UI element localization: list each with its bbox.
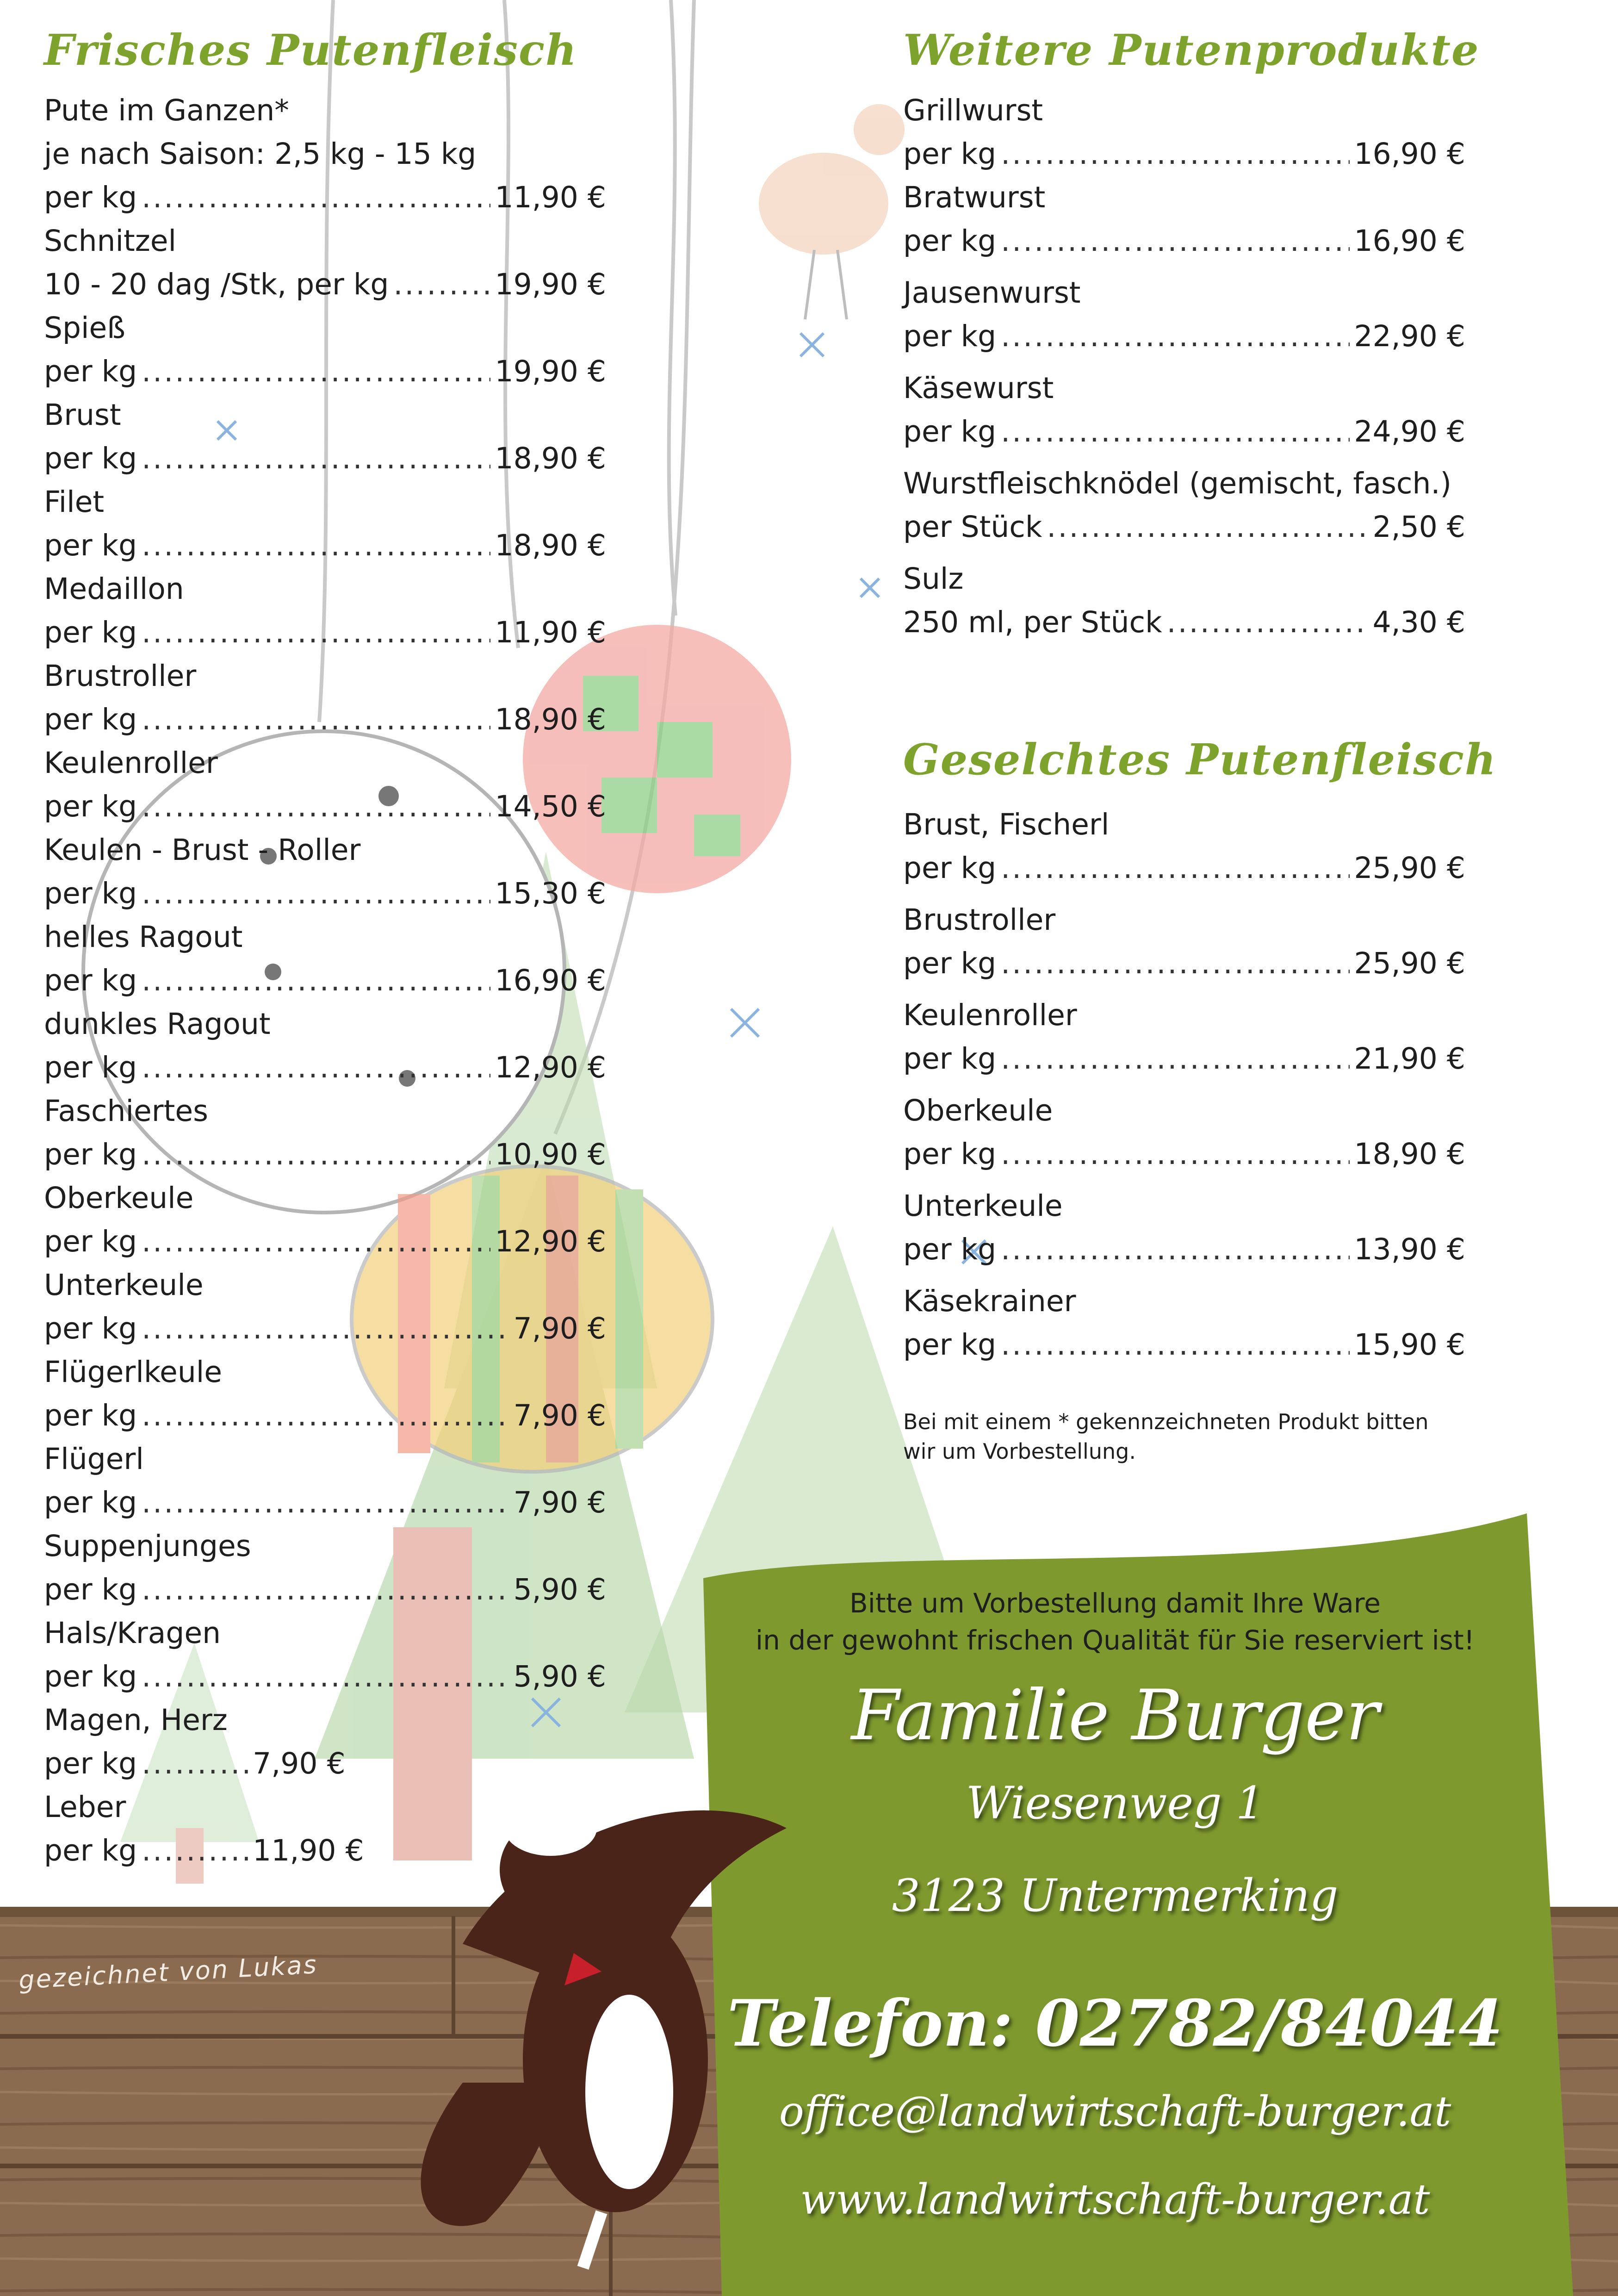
product-name: Brust, Fischerl: [903, 808, 1110, 841]
product-name: Sulz: [903, 562, 964, 596]
illustration-credit: gezeichnet von Lukas: [18, 1950, 319, 1995]
price-value: 15,30 €: [495, 877, 606, 910]
price-value: 7,90 €: [513, 1486, 606, 1519]
price-value: 25,90 €: [1354, 946, 1465, 980]
unit-label: per kg: [44, 877, 137, 910]
product-name: Schnitzel: [44, 224, 177, 258]
price-line: [44, 698, 606, 741]
price-line: [44, 785, 606, 828]
price-line: [44, 263, 606, 306]
unit-label: per kg: [44, 964, 137, 997]
dot-leader: [142, 698, 490, 741]
product-name: Hals/Kragen: [44, 1616, 221, 1650]
price-value: 10,90 €: [495, 1138, 606, 1171]
price-list-item: [903, 89, 1465, 176]
price-list-item: [44, 393, 606, 480]
unit-label: per kg: [44, 1573, 137, 1606]
price-value: 18,90 €: [1354, 1137, 1465, 1171]
unit-label: per kg: [44, 355, 137, 388]
price-list-item: [903, 994, 1465, 1081]
price-list-item: [44, 828, 606, 915]
price-line: [903, 219, 1465, 263]
section-heading: Frisches Putenfleisch: [44, 25, 577, 75]
unit-label: per kg: [44, 1747, 137, 1780]
dot-leader: [1001, 1228, 1349, 1271]
unit-label: 10 - 20 dag /Stk, per kg: [44, 268, 389, 301]
section-heading: Weitere Putenprodukte: [903, 25, 1480, 75]
unit-label: per kg: [903, 319, 997, 353]
other-turkey-products-section: [903, 25, 1480, 644]
bird-sketch-icon: [759, 104, 905, 319]
price-line: [903, 1228, 1465, 1271]
preorder-note-line: wir um Vorbestellung.: [903, 1439, 1136, 1464]
unit-label: per kg: [44, 790, 137, 823]
price-value: 11,90 €: [253, 1834, 364, 1867]
product-name: Unterkeule: [903, 1189, 1063, 1223]
product-name: Keulenroller: [44, 746, 218, 780]
price-value: 21,90 €: [1354, 1042, 1465, 1076]
unit-label: per kg: [44, 1486, 137, 1519]
price-value: 22,90 €: [1354, 319, 1465, 353]
price-value: 5,90 €: [513, 1573, 606, 1606]
website-link[interactable]: www.landwirtschaft-burger.at: [800, 2175, 1430, 2224]
price-list-item: [44, 915, 606, 1002]
fresh-turkey-section: [44, 25, 606, 1873]
price-list-item: [903, 462, 1465, 549]
price-list-item: [903, 367, 1465, 454]
dot-leader: [142, 1655, 508, 1699]
price-value: 16,90 €: [1354, 224, 1465, 258]
price-value: 12,90 €: [495, 1225, 606, 1258]
banner-preorder-line: Bitte um Vorbestellung damit Ihre Ware: [849, 1587, 1381, 1619]
unit-label: per kg: [44, 1225, 137, 1258]
price-list-item: [903, 1280, 1465, 1367]
unit-label: per kg: [44, 1051, 137, 1084]
price-list-item: [44, 567, 606, 654]
dot-leader: [1047, 505, 1368, 549]
price-value: 24,90 €: [1354, 415, 1465, 448]
product-name: Käsekrainer: [903, 1284, 1076, 1318]
price-value: 11,90 €: [495, 180, 606, 214]
price-line: [44, 350, 606, 393]
product-name: Flügerlkeule: [44, 1355, 223, 1389]
dot-leader: [1001, 410, 1349, 454]
phone-number[interactable]: Telefon: 02782/84044: [727, 1985, 1503, 2061]
dot-leader: [393, 263, 490, 306]
price-value: 7,90 €: [513, 1399, 606, 1432]
dot-leader: [142, 524, 490, 567]
price-value: 16,90 €: [495, 964, 606, 997]
price-line: [44, 1568, 606, 1612]
dot-leader: [1001, 1323, 1349, 1367]
price-value: 12,90 €: [495, 1051, 606, 1084]
price-line: [44, 1046, 606, 1089]
product-name: Brustroller: [903, 903, 1056, 937]
product-name: helles Ragout: [44, 920, 243, 954]
price-value: 18,90 €: [495, 529, 606, 562]
product-name: Grillwurst: [903, 93, 1043, 127]
unit-label: per kg: [903, 851, 997, 885]
price-line: [903, 315, 1465, 358]
dot-leader: [142, 785, 490, 828]
product-name: Magen, Herz: [44, 1703, 228, 1737]
price-list-item: [903, 557, 1465, 644]
price-list-item: [903, 271, 1465, 358]
price-list-item: [903, 1184, 1465, 1271]
unit-label: 250 ml, per Stück: [903, 605, 1162, 639]
price-list-item: [903, 898, 1465, 985]
dot-leader: [1001, 942, 1349, 985]
product-detail: je nach Saison: 2,5 kg - 15 kg: [44, 137, 477, 171]
unit-label: per kg: [44, 442, 137, 475]
product-name: Wurstfleischknödel (gemischt, fasch.): [903, 467, 1452, 500]
unit-label: per kg: [44, 180, 137, 214]
price-list-item: [903, 1089, 1465, 1176]
price-line: [44, 1742, 606, 1786]
price-value: 15,90 €: [1354, 1328, 1465, 1362]
unit-label: per kg: [44, 529, 137, 562]
price-line: [903, 1323, 1465, 1367]
product-name: Unterkeule: [44, 1268, 204, 1302]
price-value: 16,90 €: [1354, 137, 1465, 171]
street-address: Wiesenweg 1: [966, 1777, 1265, 1829]
product-name: Spieß: [44, 311, 125, 345]
dot-leader: [1001, 315, 1349, 358]
price-list-item: [44, 1263, 606, 1350]
dot-leader: [142, 611, 490, 654]
unit-label: per kg: [44, 1138, 137, 1171]
product-name: Faschiertes: [44, 1094, 208, 1128]
price-list-item: [44, 741, 606, 828]
price-list-item: [44, 1437, 606, 1524]
product-name: Käsewurst: [903, 371, 1054, 405]
price-list-item: [44, 1612, 606, 1699]
unit-label: per kg: [44, 1660, 137, 1693]
price-list-item: [44, 219, 606, 306]
dot-leader: [142, 959, 490, 1002]
price-line: [44, 611, 606, 654]
unit-label: per kg: [903, 1137, 997, 1171]
dot-leader: [1001, 132, 1349, 176]
price-list-item: [903, 176, 1465, 263]
unit-label: per kg: [44, 1834, 137, 1867]
price-list-item: [44, 1699, 606, 1786]
price-value: 7,90 €: [253, 1747, 346, 1780]
price-value: 14,50 €: [495, 790, 606, 823]
price-line: [44, 1307, 606, 1350]
price-value: 18,90 €: [495, 442, 606, 475]
price-list-item: [903, 803, 1465, 890]
product-name: Keulen - Brust - Roller: [44, 833, 361, 867]
dot-leader: [142, 437, 490, 480]
price-line: [44, 872, 606, 915]
section-heading: Geselchtes Putenfleisch: [903, 734, 1497, 784]
price-list-item: [44, 1786, 606, 1873]
price-value: 18,90 €: [495, 703, 606, 736]
dot-leader: [142, 1394, 508, 1437]
price-line: [44, 959, 606, 1002]
product-name: Oberkeule: [44, 1181, 194, 1215]
price-list-item: [44, 306, 606, 393]
unit-label: per kg: [903, 1042, 997, 1076]
price-list-item: [44, 89, 606, 219]
price-line: [903, 1132, 1465, 1176]
family-name: Familie Burger: [851, 1675, 1379, 1756]
dot-leader: [1001, 219, 1349, 263]
price-line: [903, 410, 1465, 454]
banner-preorder-line: in der gewohnt frischen Qualität für Sie reserviert ist!: [756, 1624, 1475, 1656]
price-line: [903, 601, 1465, 644]
product-name: Oberkeule: [903, 1094, 1053, 1127]
price-list-item: [44, 1089, 606, 1176]
price-line: [903, 846, 1465, 890]
unit-label: per kg: [903, 946, 997, 980]
unit-label: per kg: [44, 1399, 137, 1432]
price-line: [44, 1394, 606, 1437]
dot-leader: [1001, 1037, 1349, 1081]
unit-label: per Stück: [903, 510, 1042, 544]
price-value: 2,50 €: [1372, 510, 1465, 544]
dot-leader: [1001, 1132, 1349, 1176]
price-line: [44, 1481, 606, 1524]
dot-leader: [142, 1046, 490, 1089]
price-line: [44, 1220, 606, 1263]
price-list-item: [44, 1524, 606, 1612]
dot-leader: [1001, 846, 1349, 890]
price-list-item: [44, 1350, 606, 1437]
product-name: Flügerl: [44, 1442, 144, 1476]
email-link[interactable]: office@landwirtschaft-burger.at: [779, 2087, 1451, 2136]
smoked-turkey-section: [903, 734, 1497, 1367]
city-address: 3123 Untermerking: [892, 1870, 1339, 1922]
price-line: [903, 942, 1465, 985]
price-line: [903, 132, 1465, 176]
dot-leader: [142, 350, 490, 393]
price-list-item: [44, 1176, 606, 1263]
product-name: Filet: [44, 485, 105, 519]
dot-leader: [142, 1220, 490, 1263]
price-line: [903, 505, 1465, 549]
price-line: [44, 1829, 606, 1873]
price-line: [44, 437, 606, 480]
price-value: 7,90 €: [513, 1312, 606, 1345]
product-name: Bratwurst: [903, 180, 1046, 214]
dot-leader: [1167, 601, 1368, 644]
price-value: 13,90 €: [1354, 1232, 1465, 1266]
price-value: 5,90 €: [513, 1660, 606, 1693]
dot-leader: [142, 176, 490, 219]
price-line: [44, 1655, 606, 1699]
dot-leader: [142, 1829, 248, 1873]
unit-label: per kg: [44, 1312, 137, 1345]
dot-leader: [142, 1307, 508, 1350]
dot-leader: [142, 872, 490, 915]
unit-label: per kg: [903, 1328, 997, 1362]
price-value: 11,90 €: [495, 616, 606, 649]
product-name: Brustroller: [44, 659, 197, 693]
price-value: 19,90 €: [495, 268, 606, 301]
price-value: 4,30 €: [1372, 605, 1465, 639]
price-value: 19,90 €: [495, 355, 606, 388]
price-list-item: [44, 480, 606, 567]
product-name: Keulenroller: [903, 998, 1077, 1032]
unit-label: per kg: [903, 224, 997, 258]
price-line: [44, 524, 606, 567]
price-value: 25,90 €: [1354, 851, 1465, 885]
price-list-item: [44, 654, 606, 741]
unit-label: per kg: [903, 1232, 997, 1266]
product-name: Medaillon: [44, 572, 184, 606]
product-name: dunkles Ragout: [44, 1007, 271, 1041]
unit-label: per kg: [903, 137, 997, 171]
dot-leader: [142, 1481, 508, 1524]
preorder-note-line: Bei mit einem * gekennzeichneten Produkt bitten: [903, 1409, 1429, 1434]
price-line: [44, 1133, 606, 1176]
dot-leader: [142, 1568, 508, 1612]
product-name: Brust: [44, 398, 121, 432]
unit-label: per kg: [903, 415, 997, 448]
product-name: Suppenjunges: [44, 1529, 251, 1563]
product-name: Jausenwurst: [903, 276, 1081, 310]
product-name: Leber: [44, 1790, 126, 1824]
preorder-note: [903, 1407, 1505, 1466]
product-name: Pute im Ganzen*: [44, 93, 289, 127]
unit-label: per kg: [44, 616, 137, 649]
price-line: [903, 1037, 1465, 1081]
unit-label: per kg: [44, 703, 137, 736]
dot-leader: [142, 1133, 490, 1176]
price-line: [44, 176, 606, 219]
dot-leader: [142, 1742, 248, 1786]
price-list-item: [44, 1002, 606, 1089]
